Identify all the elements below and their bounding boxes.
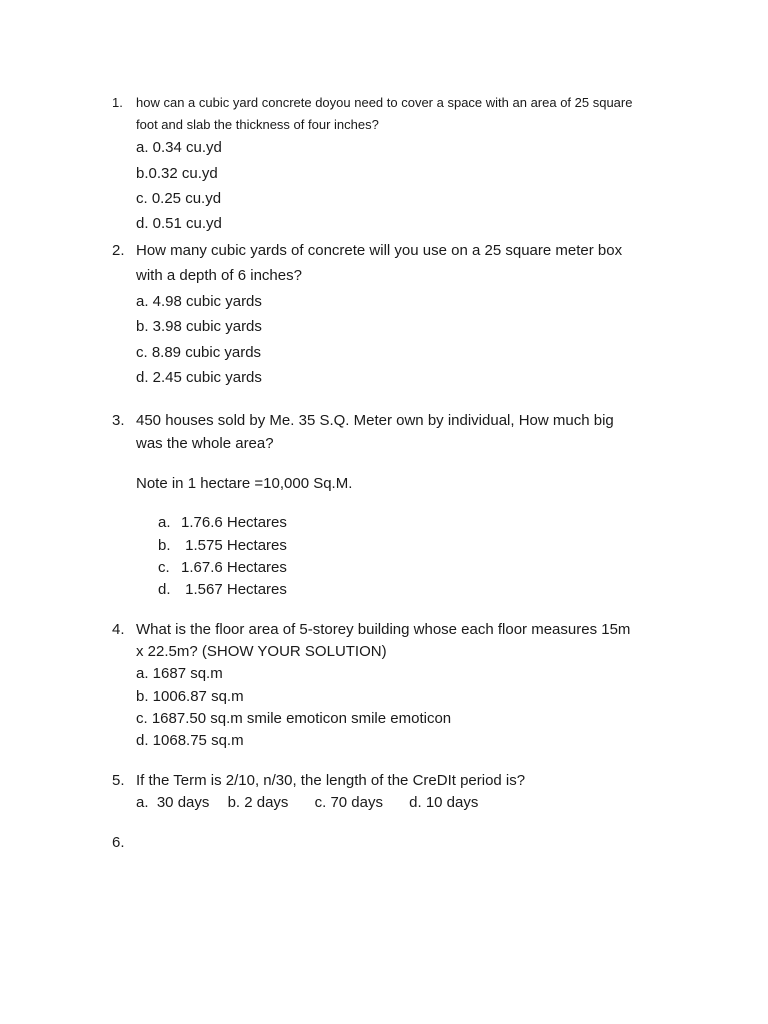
question-note: Note in 1 hectare =10,000 Sq.M. xyxy=(136,475,353,492)
question-text: If the Term is 2/10, n/30, the length of the CreDIt period is? xyxy=(136,772,526,789)
question-text: 450 houses sold by Me. 35 S.Q. Meter own by individual, How much big xyxy=(136,412,614,429)
question-number: 1. xyxy=(112,95,123,110)
question-number: 5. xyxy=(112,772,125,789)
question-text: What is the floor area of 5-storey building whose each floor measures 15m xyxy=(136,621,631,638)
answer-option: c. 8.89 cubic yards xyxy=(136,344,262,361)
question-text: x 22.5m? (SHOW YOUR SOLUTION) xyxy=(136,643,387,660)
question-text: how can a cubic yard concrete doyou need to cover a space with an area of 25 square xyxy=(136,95,633,110)
answer-option-text: 1.575 Hectares xyxy=(181,537,287,554)
answer-option: a. 1687 sq.m xyxy=(136,665,223,682)
answer-option-text: 1.67.6 Hectares xyxy=(181,559,287,576)
answer-option: a. 4.98 cubic yards xyxy=(136,293,262,310)
answer-options-row xyxy=(136,795,478,810)
answer-option-letter: d. xyxy=(158,581,171,598)
answer-option-text: 1.567 Hectares xyxy=(181,581,287,598)
question-text: was the whole area? xyxy=(136,435,274,452)
answer-option: c. 1687.50 sq.m smile emoticon smile emoticon xyxy=(136,710,452,727)
answer-option: d. 1068.75 sq.m xyxy=(136,732,244,749)
answer-option-text: 1.76.6 Hectares xyxy=(181,514,287,531)
answer-option: a. 30 days xyxy=(136,794,210,811)
question-text: foot and slab the thickness of four inches? xyxy=(136,117,379,132)
question-number: 2. xyxy=(112,242,125,259)
answer-option: a. 0.34 cu.yd xyxy=(136,139,222,156)
answer-option-letter: b. xyxy=(158,537,171,554)
answer-option-letter: c. xyxy=(158,559,170,576)
answer-option: c. 0.25 cu.yd xyxy=(136,190,222,207)
question-text: with a depth of 6 inches? xyxy=(136,267,302,284)
answer-option-letter: a. xyxy=(158,514,171,531)
answer-option: c. 70 days xyxy=(314,794,383,811)
question-text: How many cubic yards of concrete will you use on a 25 square meter box xyxy=(136,242,623,259)
question-number: 3. xyxy=(112,412,125,429)
answer-option: d. 2.45 cubic yards xyxy=(136,369,262,386)
answer-option: d. 0.51 cu.yd xyxy=(136,215,222,232)
answer-option: b.0.32 cu.yd xyxy=(136,165,218,182)
answer-option: b. 1006.87 sq.m xyxy=(136,688,244,705)
answer-option: b. 3.98 cubic yards xyxy=(136,318,262,335)
answer-option: b. 2 days xyxy=(227,794,289,811)
question-number: 6. xyxy=(112,834,125,851)
answer-option: d. 10 days xyxy=(409,794,479,811)
question-number: 4. xyxy=(112,621,125,638)
